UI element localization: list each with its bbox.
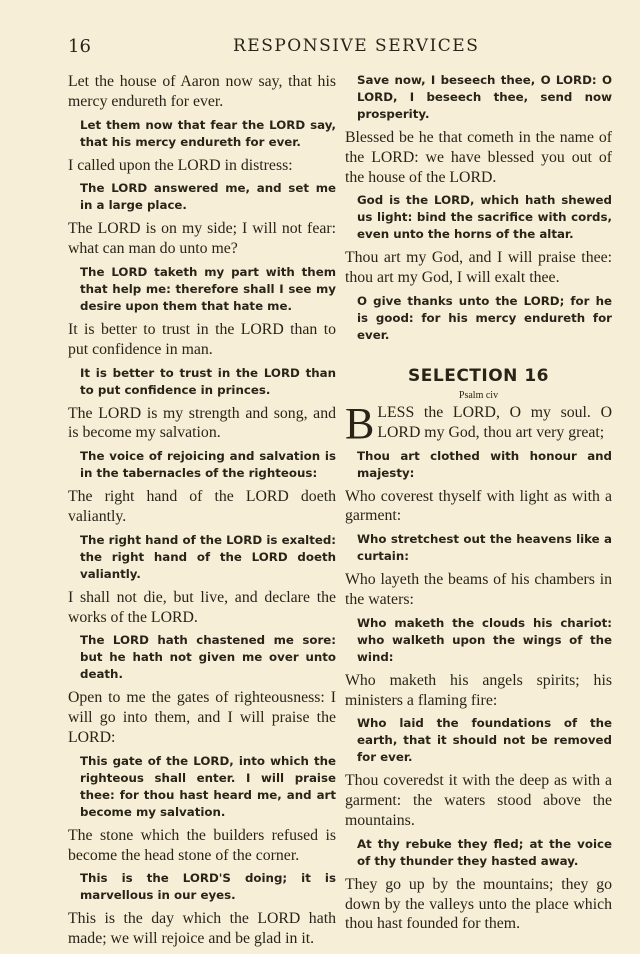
response-line: The right hand of the LORD is exalted: the right hand of the LORD doeth valiantly.	[80, 532, 336, 581]
verse-line: Blessed be he that cometh in the name of the LORD: we have blessed you out of the house of the LORD.	[345, 129, 612, 186]
response-line: Thou art clothed with honour and majesty:	[357, 448, 612, 480]
response-line: Save now, I beseech thee, O LORD: O LORD, I beseech thee, send now prosperity.	[357, 73, 612, 121]
verse-line: Open to me the gates of righteousness: I will go into them, and I will praise the LORD:	[68, 689, 336, 746]
selection-title: SELECTION 16	[408, 365, 549, 386]
response-line: This gate of the LORD, into which the righteous shall enter. I will praise thee: for thou hast heard me, and art become my salvation.	[80, 753, 336, 819]
first-verse	[345, 398, 612, 448]
right-column	[345, 72, 612, 939]
psalm-reference: Psalm civ	[458, 389, 499, 401]
verse-line: Who maketh his angels spirits; his ministers a flaming fire:	[345, 671, 612, 709]
page-header	[68, 36, 588, 58]
response-line: O give thanks unto the LORD; for he is good: for his mercy endureth for ever.	[357, 293, 612, 342]
verse-line: I shall not die, but live, and declare the works of the LORD.	[68, 588, 336, 626]
response-line: God is the LORD, which hath shewed us light: bind the sacrifice with cords, even unto the horns of the altar.	[357, 193, 612, 242]
response-line: Who laid the foundations of the earth, that it should not be removed for ever.	[357, 716, 612, 765]
response-line: This is the LORD'S doing; it is marvellous in our eyes.	[80, 871, 336, 903]
drop-cap: B	[345, 398, 375, 448]
verse-line: Thou coveredst it with the deep as with a garment: the waters stood above the mountains.	[345, 772, 612, 829]
verse-line: The right hand of the LORD doeth valiantly.	[68, 488, 336, 525]
verse-line: This is the day which the LORD hath made; we will rejoice and be glad in it.	[68, 910, 336, 948]
right-column-bottom	[345, 448, 612, 935]
page-number: 16	[68, 36, 91, 57]
response-line: At thy rebuke they fled; at the voice of thy thunder they hasted away.	[357, 836, 612, 868]
verse-line: The LORD is my strength and song, and is become my salvation.	[68, 404, 336, 442]
verse-line: The LORD is on my side; I will not fear: what can man do unto me?	[68, 220, 336, 258]
response-line: The LORD hath chastened me sore: but he hath not given me over unto death.	[80, 633, 336, 682]
response-line: It is better to trust in the LORD than to put confidence in princes.	[80, 365, 336, 397]
response-line: Who stretchest out the heavens like a curtain:	[357, 532, 612, 564]
response-line: The LORD taketh my part with them that help me: therefore shall I see my desire upon them that hate me.	[80, 264, 336, 313]
left-column	[68, 72, 336, 954]
response-line: Let them now that fear the LORD say, that his mercy endureth for ever.	[80, 117, 336, 149]
right-column-top	[345, 72, 612, 344]
verse-line: Who layeth the beams of his chambers in the waters:	[345, 571, 612, 608]
response-line: The voice of rejoicing and salvation is in the tabernacles of the righteous:	[80, 449, 336, 481]
verse-line: Who coverest thyself with light as with a garment:	[345, 487, 612, 525]
verse-line: Thou art my God, and I will praise thee: thou art my God, I will exalt thee.	[345, 249, 612, 287]
verse-line: It is better to trust in the LORD than to put confidence in man.	[68, 320, 336, 358]
verse-line: I called upon the LORD in distress:	[68, 156, 293, 174]
running-title: RESPONSIVE SERVICES	[233, 36, 480, 56]
response-line: The LORD answered me, and set me in a large place.	[80, 181, 336, 213]
first-verse-text: LESS the LORD, O my soul. O LORD my God, thou art very great;	[377, 403, 612, 441]
response-line: Who maketh the clouds his chariot: who walketh upon the wings of the wind:	[357, 615, 612, 664]
verse-line: They go up by the mountains; they go down by the valleys unto the place which thou hast founded for them.	[345, 875, 612, 933]
verse-line: Let the house of Aaron now say, that his mercy endureth for ever.	[68, 73, 336, 110]
verse-line: The stone which the builders refused is become the head stone of the corner.	[68, 826, 336, 864]
